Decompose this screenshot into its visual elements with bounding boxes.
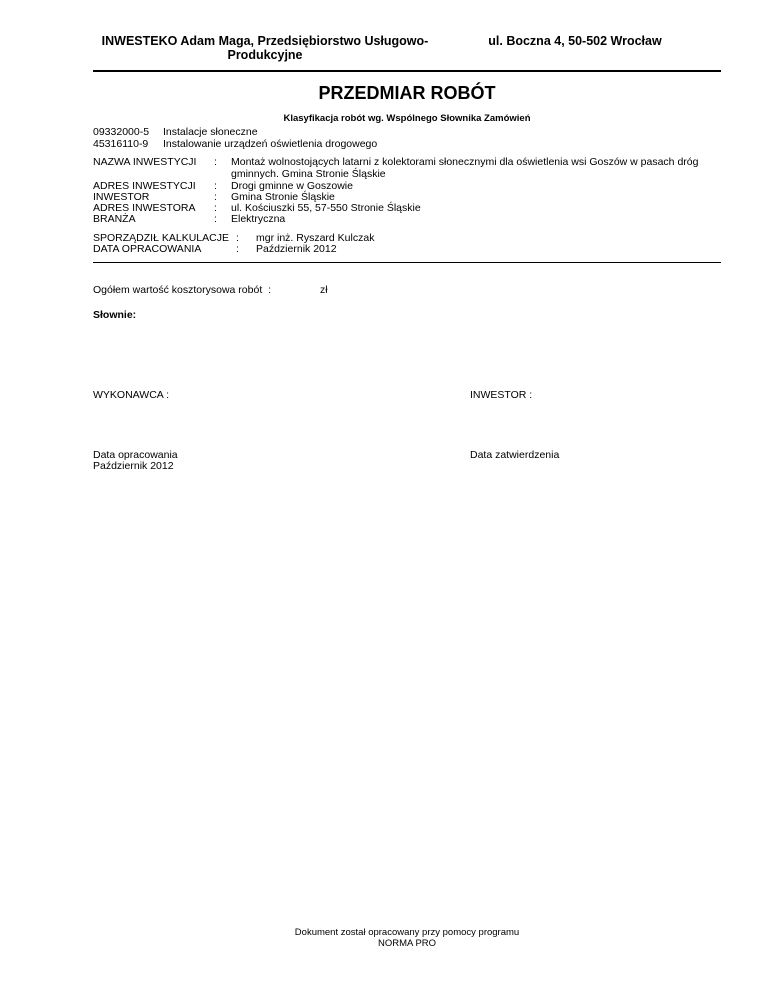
preparation-date-label: Data opracowania xyxy=(93,449,178,461)
investor-signature-label: INWESTOR : xyxy=(470,389,533,401)
preparation-date-value: Październik 2012 xyxy=(93,460,174,472)
colon: : xyxy=(214,156,217,168)
document-title: PRZEDMIAR ROBÓT xyxy=(318,83,496,103)
footer-line-1: Dokument został opracowany przy pomocy programu xyxy=(294,927,520,938)
contractor-label: WYKONAWCA : xyxy=(93,389,170,401)
cpv-description: Instalacje słoneczne xyxy=(163,126,258,138)
prepared-date-label: DATA OPRACOWANIA xyxy=(93,243,202,255)
header-divider xyxy=(93,70,721,72)
colon: : xyxy=(236,243,239,255)
investor-label: INWESTOR xyxy=(93,191,150,203)
footer-note xyxy=(93,927,721,949)
company-address: ul. Boczna 4, 50-502 Wrocław xyxy=(488,34,662,48)
investor-address-value: ul. Kościuszki 55, 57-550 Stronie Śląskie xyxy=(231,202,421,214)
amount-in-words-label: Słownie: xyxy=(93,309,137,321)
investment-address-value: Drogi gminne w Goszowie xyxy=(231,180,353,192)
total-currency: zł xyxy=(320,284,328,296)
colon: : xyxy=(214,202,217,214)
investor-value: Gmina Stronie Śląskie xyxy=(231,191,335,203)
footer-line-2: NORMA PRO xyxy=(377,938,437,949)
investment-name-value: Montaż wolnostojących latarni z kolektorami słonecznymi dla oświetlenia wsi Goszów w pasach dróg gminnych. Gmina Stronie Śląskie xyxy=(231,156,699,180)
approval-date-label: Data zatwierdzenia xyxy=(470,449,560,461)
colon: : xyxy=(214,191,217,203)
colon: : xyxy=(236,232,239,244)
cpv-code: 09332000-5 xyxy=(93,126,150,138)
total-value-label: Ogółem wartość kosztorysowa robót : xyxy=(93,284,271,296)
prepared-by-label: SPORZĄDZIŁ KALKULACJE xyxy=(93,232,229,244)
prepared-by-value: mgr inż. Ryszard Kulczak xyxy=(256,232,375,244)
investment-name-label: NAZWA INWESTYCJI xyxy=(93,156,197,168)
investor-address-label: ADRES INWESTORA xyxy=(93,202,196,214)
colon: : xyxy=(214,180,217,192)
section-divider xyxy=(93,262,721,263)
classification-heading: Klasyfikacja robót wg. Wspólnego Słownika Zamówień xyxy=(283,113,531,124)
prepared-date-value: Październik 2012 xyxy=(256,243,337,255)
company-name: INWESTEKO Adam Maga, Przedsiębiorstwo Usługowo-Produkcyjne xyxy=(101,34,429,62)
cpv-code: 45316110-9 xyxy=(93,138,149,150)
investment-address-label: ADRES INWESTYCJI xyxy=(93,180,196,192)
branch-value: Elektryczna xyxy=(231,213,286,225)
branch-label: BRANŻA xyxy=(93,213,136,225)
cpv-description: Instalowanie urządzeń oświetlenia drogowego xyxy=(163,138,378,150)
colon: : xyxy=(214,213,217,225)
